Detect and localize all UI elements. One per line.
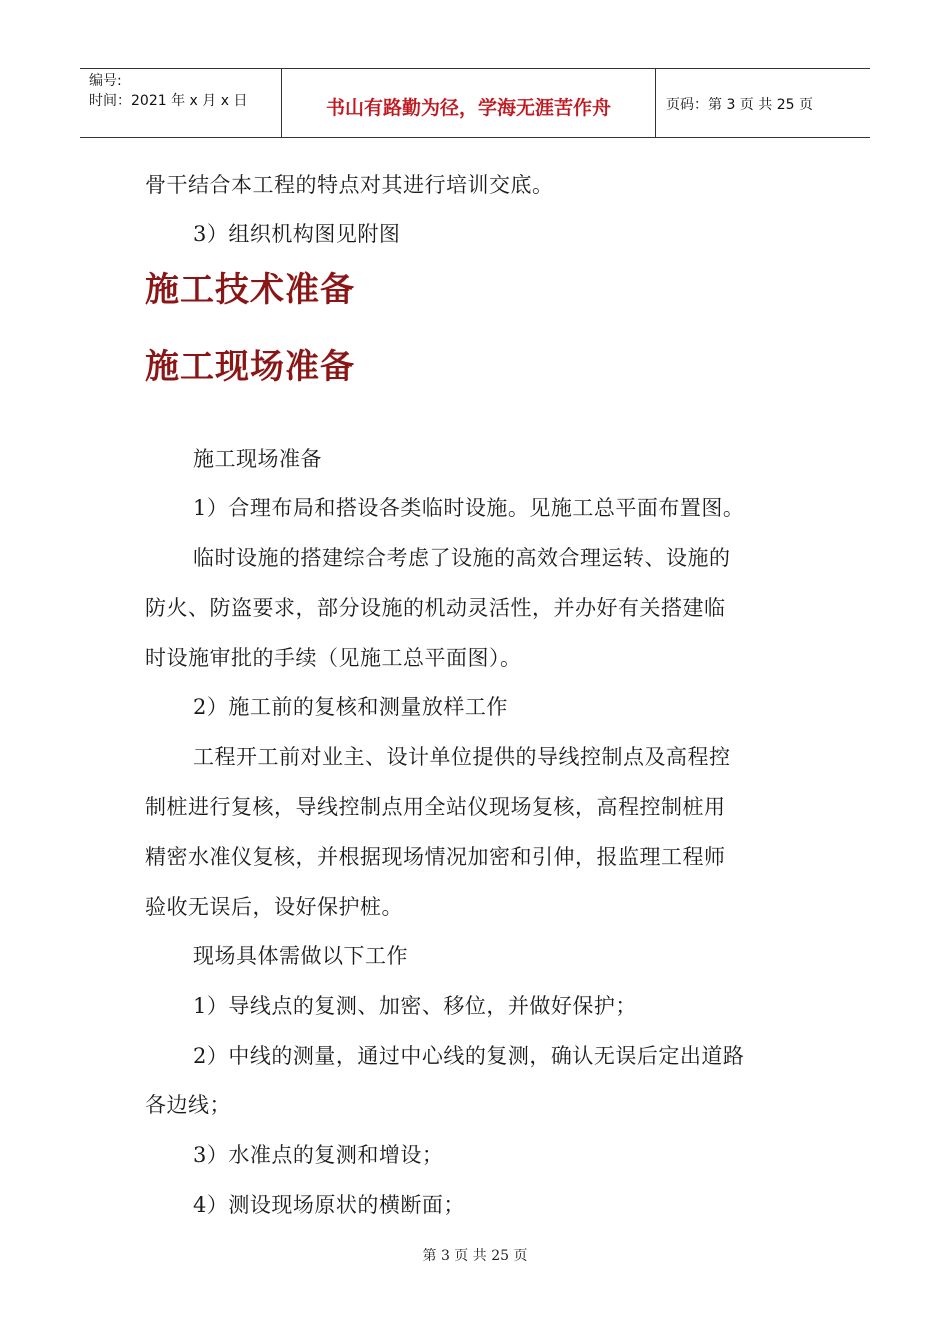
number-label: 编号:: [89, 73, 122, 89]
page-footer: [0, 1245, 950, 1265]
paragraph-line: 临时设施的搭建综合考虑了设施的高效合理运转、设施的: [193, 546, 731, 570]
paragraph-line: 精密水准仪复核，并根据现场情况加密和引伸，报监理工程师: [145, 845, 726, 869]
section-heading: 施工技术准备: [145, 270, 355, 310]
paragraph-line: 3）水准点的复测和增设；: [193, 1143, 444, 1167]
paragraph-line: 验收无误后，设好保护桩。: [145, 895, 403, 919]
paragraph-line: 骨干结合本工程的特点对其进行培训交底。: [145, 173, 554, 197]
paragraph-line: 2）施工前的复核和测量放样工作: [193, 695, 508, 719]
paragraph-line: 1）导线点的复测、加密、移位，并做好保护；: [193, 994, 637, 1018]
paragraph-line: 时设施审批的手续（见施工总平面图）。: [145, 646, 522, 670]
header-motto: 书山有路勤为径，学海无涯苦作舟: [282, 69, 656, 137]
paragraph-line: 3）组织机构图见附图: [193, 222, 401, 246]
footer-page-number: 第 3 页 共 25 页: [422, 1248, 528, 1264]
header-page-info: 页码：第 3 页 共 25 页: [666, 97, 813, 113]
paragraph-line: 制桩进行复核，导线控制点用全站仪现场复核，高程控制桩用: [145, 795, 726, 819]
paragraph-line: 1）合理布局和搭设各类临时设施。见施工总平面布置图。: [193, 496, 745, 520]
paragraph-line: 施工现场准备: [193, 447, 322, 471]
paragraph-line: 防火、防盗要求，部分设施的机动灵活性，并办好有关搭建临: [145, 596, 726, 620]
paragraph-line: 工程开工前对业主、设计单位提供的导线控制点及高程控: [193, 745, 731, 769]
paragraph-line: 各边线；: [145, 1093, 231, 1117]
paragraph-line: 2）中线的测量，通过中心线的复测，确认无误后定出道路: [193, 1044, 745, 1068]
section-heading: 施工现场准备: [145, 347, 355, 387]
paragraph-line: 现场具体需做以下工作: [193, 944, 408, 968]
document-header: [80, 68, 870, 138]
time-label: 时间：2021 年 x 月 x 日: [89, 93, 248, 109]
header-meta: [80, 69, 282, 137]
paragraph-line: 4）测设现场原状的横断面；: [193, 1193, 465, 1217]
